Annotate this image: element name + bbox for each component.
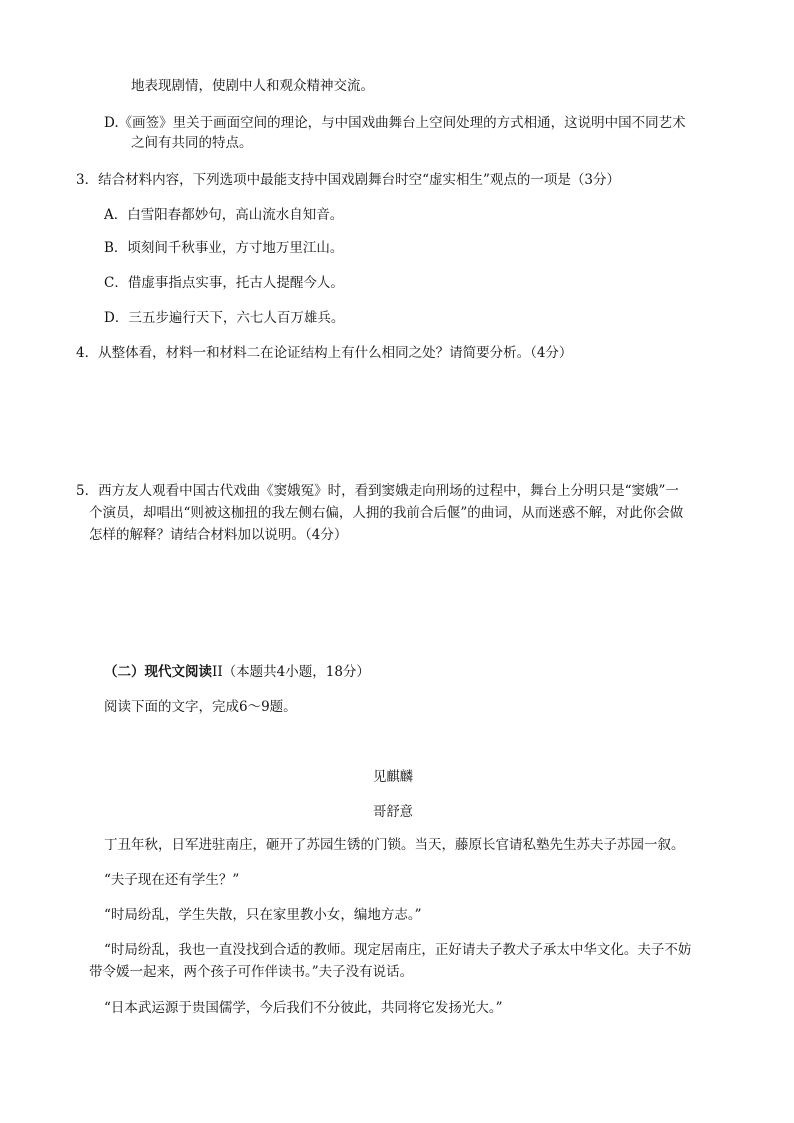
q2-option-d-line2: 之间有共同的特点。 — [131, 135, 253, 151]
q5-line3: 怎样的解释？请结合材料加以说明。（4分） — [89, 527, 348, 543]
q3-stem: 3．结合材料内容，下列选项中最能支持中国戏剧舞台时空“虚实相生”观点的一项是（3分） — [76, 172, 620, 188]
q3-option-c: C．借虚事指点实事，托古人提醒今人。 — [104, 275, 344, 291]
section-title-rest: II（本题共4小题，18分） — [212, 664, 370, 680]
story-paragraph-4-line2: 带令媛一起来，两个孩子可作伴读书。”夫子没有说话。 — [89, 964, 414, 980]
section-title: （二）现代文阅读 — [104, 664, 212, 680]
q5-line1: 5．西方友人观看中国古代戏曲《窦娥冤》时，看到窦娥走向刑场的过程中，舞台上分明只是“窦娥”一 — [76, 483, 679, 499]
story-paragraph-3: “时局纷乱，学生失散，只在家里教小女，编地方志。” — [104, 907, 422, 923]
story-paragraph-5: “日本武运源于贵国儒学，今后我们不分彼此，共同将它发扬光大。” — [104, 1000, 503, 1016]
story-title: 见麒麟 — [372, 769, 414, 785]
q3-option-b: B．顷刻间千秋事业，方寸地万里江山。 — [104, 240, 344, 256]
section-heading — [104, 663, 370, 681]
q2-option-d-line1: D.《画签》里关于画面空间的理论，与中国戏曲舞台上空间处理的方式相通，这说明中国不同艺术 — [104, 115, 686, 131]
q5-line2: 个演员，却唱出“则被这枷扭的我左侧右偏，人拥的我前合后偃”的曲词，从而迷惑不解，对此你会做 — [89, 505, 684, 521]
story-paragraph-4-line1: “时局纷乱，我也一直没找到合适的教师。现定居南庄，正好请夫子教犬子承太中华文化。夫子不妨 — [104, 942, 692, 958]
q4-stem: 4．从整体看，材料一和材料二在论证结构上有什么相同之处？请简要分析。（4分） — [76, 345, 573, 361]
q2-option-c-continuation: 地表现剧情，使剧中人和观众精神交流。 — [131, 78, 374, 94]
q3-option-a: A．白雪阳春都妙句，高山流水自知音。 — [104, 207, 344, 223]
section-instruction: 阅读下面的文字，完成6～9题。 — [104, 699, 297, 715]
story-author: 哥舒意 — [372, 804, 414, 820]
story-paragraph-2: “夫子现在还有学生？” — [104, 872, 240, 888]
q3-option-d: D．三五步遍行天下，六七人百万雄兵。 — [104, 310, 345, 326]
story-paragraph-1: 丁丑年秋，日军进驻南庄，砸开了苏园生锈的门锁。当天，藤原长官请私塾先生苏夫子苏园一叙。 — [104, 837, 685, 853]
